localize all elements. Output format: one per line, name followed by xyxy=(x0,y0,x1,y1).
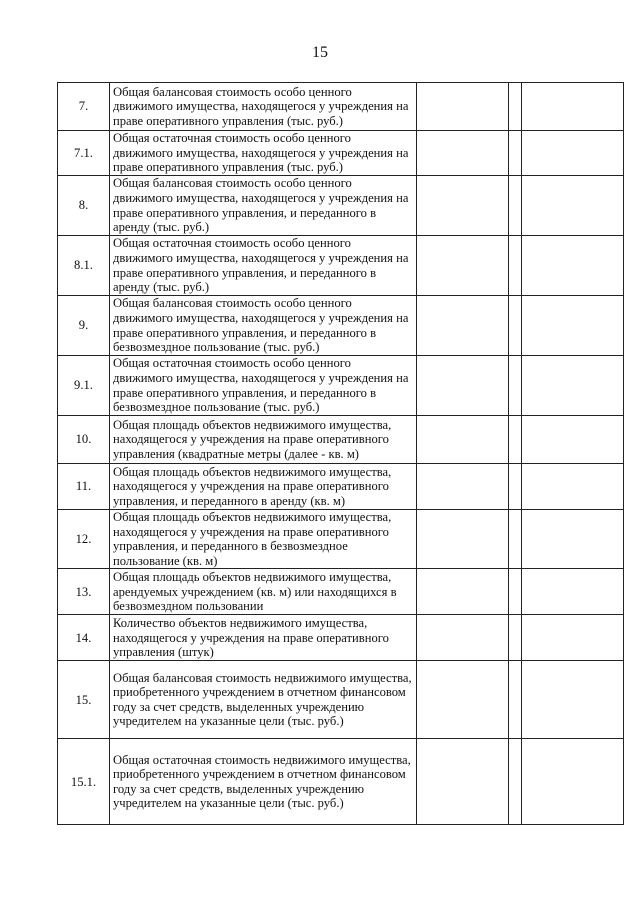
property-indicators-table xyxy=(57,82,624,825)
row-description: Общая площадь объектов недвижимого имущества, находящегося у учреждения на праве оперативного управления, и переданного в безвозмездное пользование (кв. м) xyxy=(110,510,417,569)
table-row xyxy=(58,416,624,464)
row-number: 13. xyxy=(58,569,110,615)
value-cell xyxy=(417,464,509,510)
row-number: 7.1. xyxy=(58,131,110,176)
value-cell xyxy=(509,615,522,661)
value-cell xyxy=(417,615,509,661)
table-row xyxy=(58,236,624,296)
table-row xyxy=(58,615,624,661)
row-description: Общая балансовая стоимость особо ценного движимого имущества, находящегося у учреждения на праве оперативного управления (тыс. руб.) xyxy=(110,83,417,131)
table-row xyxy=(58,131,624,176)
row-description: Общая площадь объектов недвижимого имущества, находящегося у учреждения на праве оперативного управления (квадратные метры (далее - кв. м) xyxy=(110,416,417,464)
value-cell xyxy=(509,661,522,739)
value-cell xyxy=(522,416,624,464)
row-number: 11. xyxy=(58,464,110,510)
row-number: 15. xyxy=(58,661,110,739)
value-cell xyxy=(522,356,624,416)
value-cell xyxy=(417,236,509,296)
value-cell xyxy=(417,296,509,356)
value-cell xyxy=(417,131,509,176)
row-description: Количество объектов недвижимого имущества, находящегося у учреждения на праве оперативного управления (штук) xyxy=(110,615,417,661)
value-cell xyxy=(509,176,522,236)
value-cell xyxy=(509,510,522,569)
row-number: 9. xyxy=(58,296,110,356)
value-cell xyxy=(509,464,522,510)
value-cell xyxy=(522,615,624,661)
row-description: Общая площадь объектов недвижимого имущества, находящегося у учреждения на праве оперативного управления, и переданного в аренду (кв. м) xyxy=(110,464,417,510)
value-cell xyxy=(509,569,522,615)
row-number: 8.1. xyxy=(58,236,110,296)
value-cell xyxy=(417,356,509,416)
table-row xyxy=(58,739,624,825)
value-cell xyxy=(417,416,509,464)
row-description: Общая балансовая стоимость особо ценного движимого имущества, находящегося у учреждения на праве оперативного управления, и переданного в безвозмездное пользование (тыс. руб.) xyxy=(110,296,417,356)
value-cell xyxy=(522,464,624,510)
row-description: Общая балансовая стоимость недвижимого имущества, приобретенного учреждением в отчетном финансовом году за счет средств, выделенных учреждению учредителем на указанные цели (тыс. руб.) xyxy=(110,661,417,739)
page-number: 15 xyxy=(312,44,328,61)
value-cell xyxy=(509,416,522,464)
table-row xyxy=(58,464,624,510)
value-cell xyxy=(509,296,522,356)
row-number: 10. xyxy=(58,416,110,464)
value-cell xyxy=(522,661,624,739)
value-cell xyxy=(417,569,509,615)
row-number: 9.1. xyxy=(58,356,110,416)
value-cell xyxy=(417,510,509,569)
value-cell xyxy=(509,739,522,825)
value-cell xyxy=(522,569,624,615)
row-description: Общая остаточная стоимость недвижимого имущества, приобретенного учреждением в отчетном финансовом году за счет средств, выделенных учреждению учредителем на указанные цели (тыс. руб.) xyxy=(110,739,417,825)
row-description: Общая остаточная стоимость особо ценного движимого имущества, находящегося у учреждения на праве оперативного управления, и переданного в аренду (тыс. руб.) xyxy=(110,236,417,296)
row-number: 14. xyxy=(58,615,110,661)
row-description: Общая остаточная стоимость особо ценного движимого имущества, находящегося у учреждения на праве оперативного управления (тыс. руб.) xyxy=(110,131,417,176)
row-description: Общая балансовая стоимость особо ценного движимого имущества, находящегося у учреждения на праве оперативного управления, и переданного в аренду (тыс. руб.) xyxy=(110,176,417,236)
value-cell xyxy=(522,739,624,825)
value-cell xyxy=(417,739,509,825)
value-cell xyxy=(509,131,522,176)
row-description: Общая площадь объектов недвижимого имущества, арендуемых учреждением (кв. м) или находящихся в безвозмездном пользовании xyxy=(110,569,417,615)
value-cell xyxy=(522,510,624,569)
value-cell xyxy=(417,661,509,739)
table-row xyxy=(58,356,624,416)
value-cell xyxy=(522,236,624,296)
value-cell xyxy=(522,131,624,176)
value-cell xyxy=(417,176,509,236)
table-row xyxy=(58,176,624,236)
value-cell xyxy=(509,236,522,296)
table-row xyxy=(58,569,624,615)
row-description: Общая остаточная стоимость особо ценного движимого имущества, находящегося у учреждения на праве оперативного управления, и переданного в безвозмездное пользование (тыс. руб.) xyxy=(110,356,417,416)
value-cell xyxy=(417,83,509,131)
value-cell xyxy=(509,83,522,131)
row-number: 15.1. xyxy=(58,739,110,825)
table-row xyxy=(58,510,624,569)
value-cell xyxy=(509,356,522,416)
value-cell xyxy=(522,296,624,356)
row-number: 7. xyxy=(58,83,110,131)
row-number: 12. xyxy=(58,510,110,569)
table-row xyxy=(58,661,624,739)
table-row xyxy=(58,83,624,131)
value-cell xyxy=(522,83,624,131)
row-number: 8. xyxy=(58,176,110,236)
table-row xyxy=(58,296,624,356)
value-cell xyxy=(522,176,624,236)
